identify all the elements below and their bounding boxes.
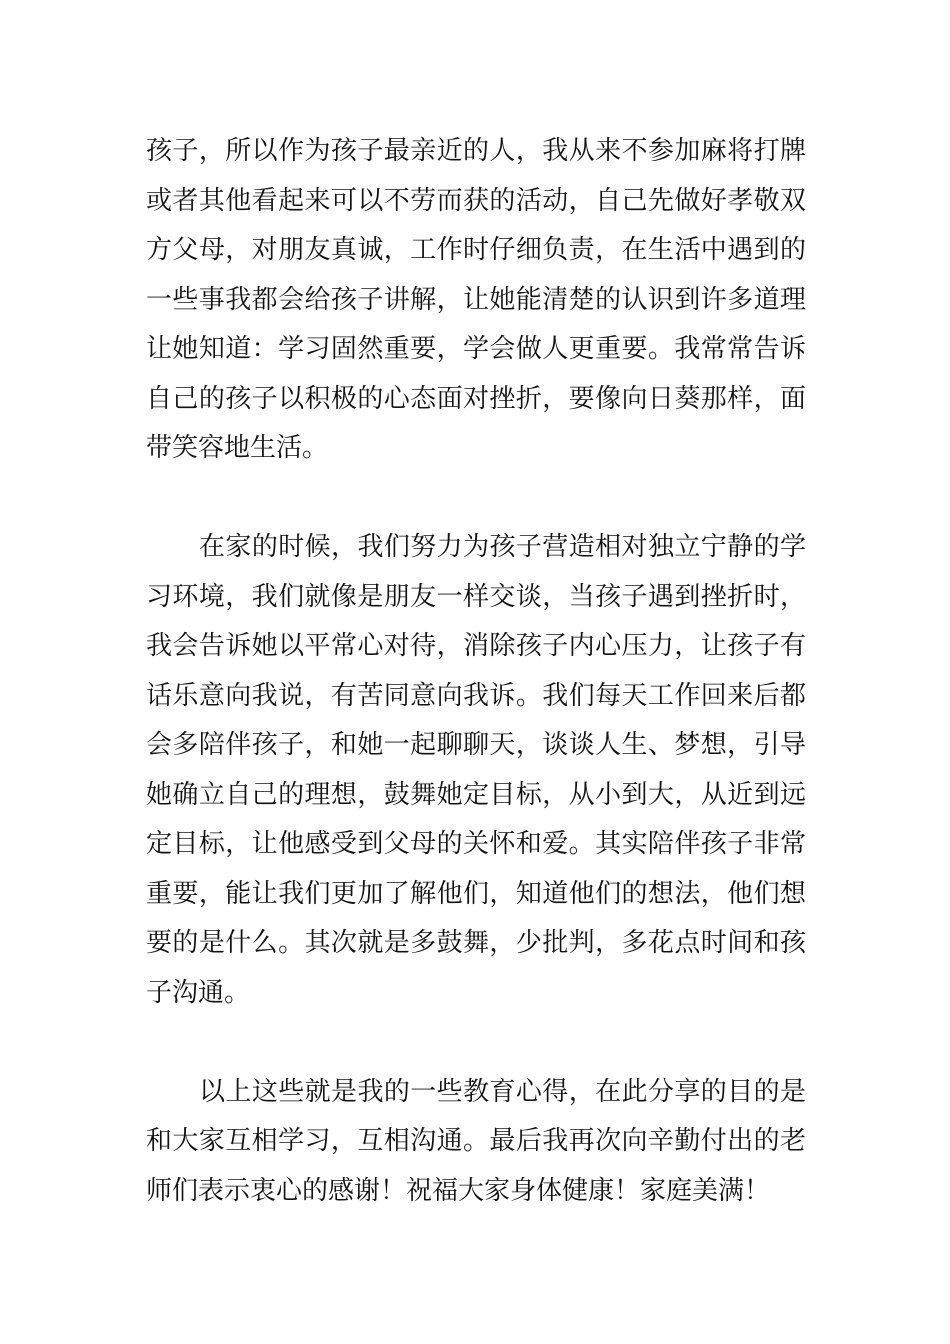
- paragraph-2-line-10: 子沟通。: [146, 978, 251, 1008]
- paragraph-2-line-2: 习环境，我们就像是朋友一样交谈，当孩子遇到挫折时，: [146, 582, 806, 612]
- paragraph-1-line-4: 一些事我都会给孩子讲解，让她能清楚的认识到许多道理: [146, 285, 806, 315]
- paragraph-1-line-6: 自己的孩子以积极的心态面对挫折，要像向日葵那样，面: [146, 384, 806, 414]
- paragraph-1-line-3: 方父母，对朋友真诚，工作时仔细负责，在生活中遇到的: [146, 235, 806, 265]
- paragraph-2-line-5: 会多陪伴孩子，和她一起聊聊天，谈谈人生、梦想，引导: [146, 730, 806, 760]
- paragraph-3-line-1: 以上这些就是我的一些教育心得，在此分享的目的是: [199, 1077, 806, 1107]
- paragraph-2-line-6: 她确立自己的理想，鼓舞她定目标，从小到大，从近到远: [146, 780, 806, 810]
- paragraph-3-line-2: 和大家互相学习，互相沟通。最后我再次向辛勤付出的老: [146, 1126, 806, 1156]
- paragraph-2-line-7: 定目标，让他感受到父母的关怀和爱。其实陪伴孩子非常: [146, 829, 806, 859]
- paragraph-2-line-3: 我会告诉她以平常心对待，消除孩子内心压力，让孩子有: [146, 631, 806, 661]
- paragraph-3-line-3: 师们表示衷心的感谢！祝福大家身体健康！家庭美满！: [146, 1176, 771, 1206]
- paragraph-2-line-1: 在家的时候，我们努力为孩子营造相对独立宁静的学: [199, 532, 806, 562]
- paragraph-1-line-1: 孩子，所以作为孩子最亲近的人，我从来不参加麻将打牌: [146, 136, 806, 166]
- paragraph-1-line-5: 让她知道：学习固然重要，学会做人更重要。我常常告诉: [146, 334, 806, 364]
- paragraph-1-line-7: 带笑容地生活。: [146, 433, 329, 463]
- paragraph-2-line-8: 重要，能让我们更加了解他们，知道他们的想法，他们想: [146, 879, 806, 909]
- paragraph-1-line-2: 或者其他看起来可以不劳而获的活动，自己先做好孝敬双: [146, 186, 806, 216]
- paragraph-2-line-9: 要的是什么。其次就是多鼓舞，少批判，多花点时间和孩: [146, 928, 806, 958]
- paragraph-2-line-4: 话乐意向我说，有苦同意向我诉。我们每天工作回来后都: [146, 681, 806, 711]
